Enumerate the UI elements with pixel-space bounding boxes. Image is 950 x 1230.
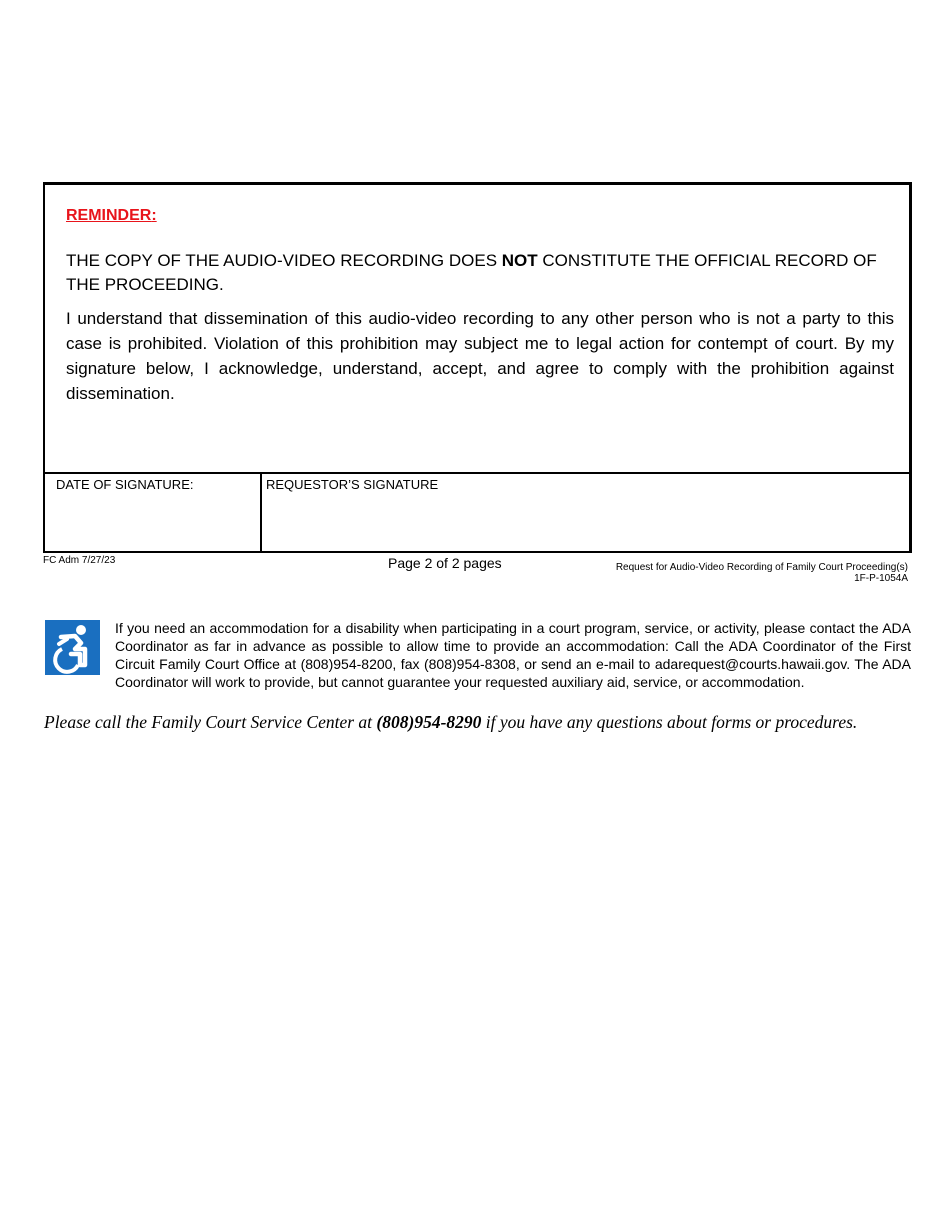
form-title: Request for Audio-Video Recording of Family Court Proceeding(s) (615, 562, 908, 573)
service-center-before: Please call the Family Court Service Center at (44, 712, 377, 732)
dissemination-acknowledgment: I understand that dissemination of this audio-video recording to any other person who is not a party to this case is prohibited. Violation of this prohibition may subject me to legal action for contempt of court. By my signature below, I acknowledge, understand, accept, and agree to comply with the prohibition against dissemination. (66, 309, 894, 403)
form-date: FC Adm 7/27/23 (43, 555, 116, 566)
statement-after: CONSTITUTE THE OFFICIAL RECORD OF THE PROCEEDING. (66, 251, 877, 294)
service-center-phone: (808)954-8290 (376, 712, 482, 732)
date-of-signature-cell[interactable] (45, 474, 262, 551)
reminder-section (45, 185, 909, 472)
signature-row (45, 472, 909, 551)
service-center-after: if you have any questions about forms or procedures. (481, 712, 858, 732)
form-number: 1F-P-1054A (854, 573, 908, 584)
form-identifier (616, 562, 908, 584)
reminder-heading (66, 207, 157, 225)
requestor-signature-label: REQUESTOR’S SIGNATURE (266, 477, 439, 492)
accessibility-icon (45, 620, 100, 675)
page-number: Page 2 of 2 pages (388, 555, 502, 571)
service-center-notice (44, 712, 914, 733)
statement-emphasis: NOT (501, 251, 538, 270)
statement-before: THE COPY OF THE AUDIO-VIDEO RECORDING DOES (66, 251, 502, 270)
reminder-colon: : (151, 207, 157, 224)
official-record-statement (66, 249, 886, 297)
reminder-label: REMINDER (66, 207, 152, 224)
reminder-box (43, 182, 912, 553)
ada-notice: If you need an accommodation for a disability when participating in a court program, service, or activity, please contact the ADA Coordinator as far in advance as possible to allow time to provide an accommodation: Call the ADA Coordinator of the First Circuit Family Court Office at (808)954-8200, fax (808)954-8308, or send an e-mail to adarequest@courts.hawaii.gov. The ADA Coordinator will work to provide, but cannot guarantee your requested auxiliary aid, service, or accommodation. (115, 620, 911, 690)
date-of-signature-label: DATE OF SIGNATURE: (56, 477, 194, 492)
